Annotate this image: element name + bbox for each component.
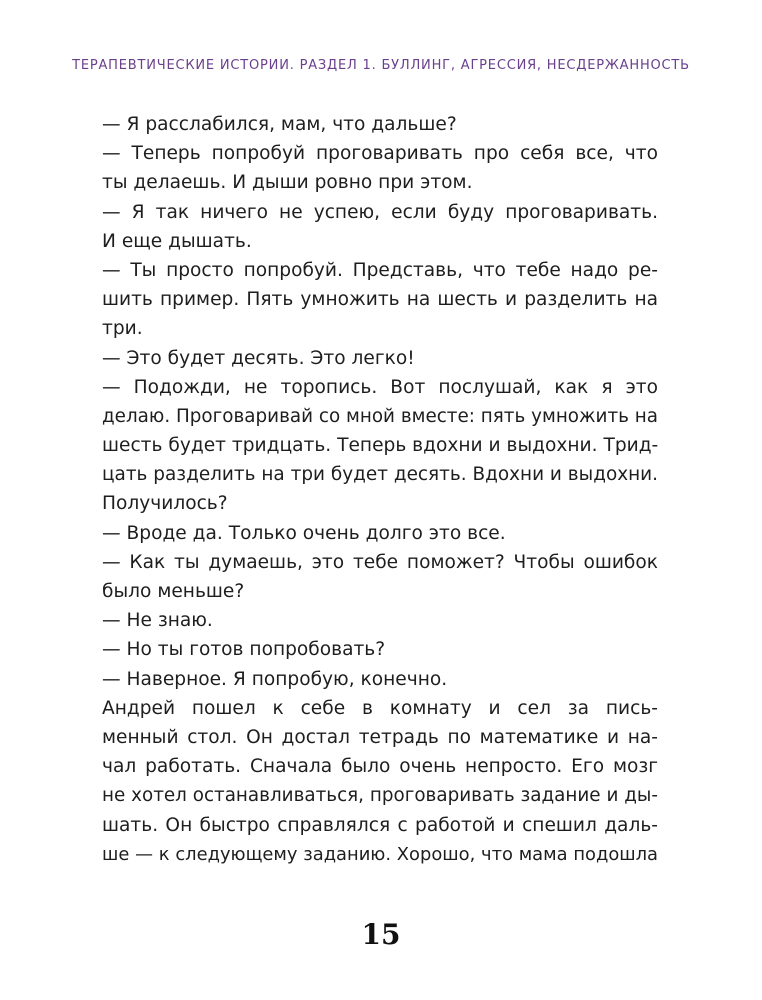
- text-line: было меньше?: [102, 581, 245, 602]
- text-line: Получилось?: [102, 493, 228, 515]
- text-line: — Ты просто попробуй. Представь, что тебе надо ре-: [102, 259, 658, 281]
- text-line: — Я расслабился, мам, что дальше?: [102, 114, 457, 135]
- page-number: 15: [361, 918, 401, 951]
- text-line: — Это будет десять. Это легко!: [102, 347, 415, 369]
- text-line: ты делаешь. И дыши ровно при этом.: [102, 172, 473, 194]
- text-line: — Но ты готов попробовать?: [102, 639, 386, 661]
- body-text: [102, 110, 658, 869]
- text-line: менный стол. Он достал тетрадь по математике и на-: [102, 726, 658, 748]
- text-line: — Теперь попробуй проговаривать про себя все, что: [102, 143, 658, 165]
- text-line: — Как ты думаешь, это тебе поможет? Чтобы ошибок: [102, 551, 658, 573]
- text-line: ше — к следующему заданию. Хорошо, что мама подошла: [102, 843, 658, 865]
- text-line: чал работать. Сначала было очень непросто. Его мозг: [102, 756, 658, 778]
- text-line: цать разделить на три будет десять. Вдохни и выдохни.: [102, 464, 658, 486]
- text-line: И еще дышать.: [102, 230, 252, 252]
- text-line: — Наверное. Я попробую, конечно.: [102, 668, 448, 690]
- text-line: Андрей пошел к себе в комнату и сел за пись-: [102, 697, 658, 719]
- text-line: — Не знаю.: [102, 610, 213, 632]
- text-line: не хотел останавливаться, проговаривать задание и ды-: [102, 785, 658, 807]
- running-header: ТЕРАПЕВТИЧЕСКИЕ ИСТОРИИ. РАЗДЕЛ 1. БУЛЛИНГ, АГРЕССИЯ, НЕСДЕРЖАННОСТЬ: [72, 58, 690, 73]
- text-line: три.: [102, 318, 143, 340]
- text-line: шать. Он быстро справлялся с работой и спешил даль-: [102, 814, 658, 836]
- text-line: делаю. Проговаривай со мной вместе: пять умножить на: [102, 405, 658, 427]
- text-line: — Я так ничего не успею, если буду проговаривать.: [102, 201, 658, 223]
- text-line: шить пример. Пять умножить на шесть и разделить на: [102, 289, 658, 311]
- text-line: шесть будет тридцать. Теперь вдохни и выдохни. Трид-: [102, 435, 659, 457]
- text-line: — Вроде да. Только очень долго это все.: [102, 522, 506, 544]
- text-line: — Подожди, не торопись. Вот послушай, как я это: [102, 376, 658, 398]
